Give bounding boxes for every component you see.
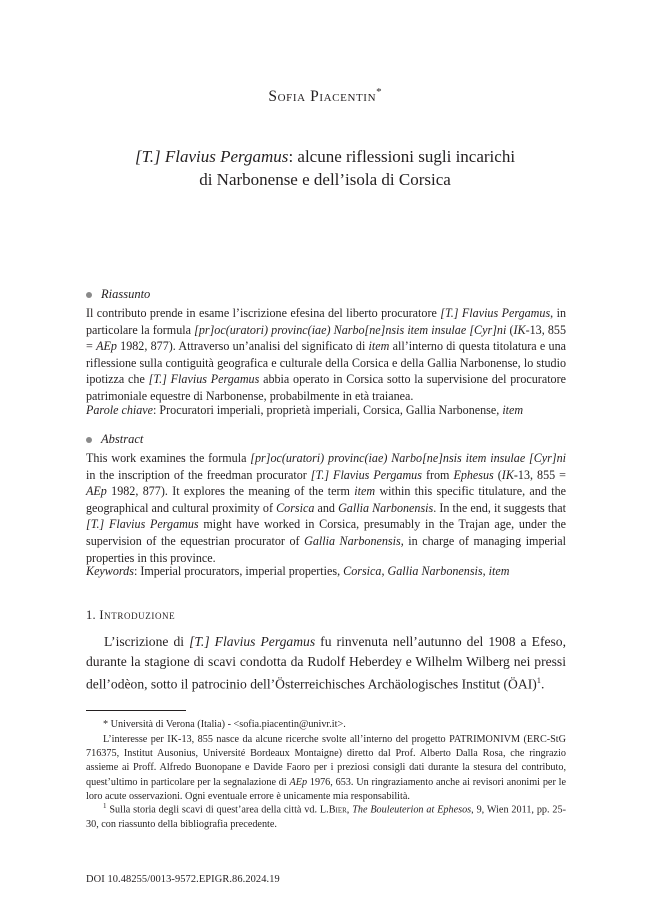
author-footnote-mark: * [376,86,382,98]
article-title: [T.] Flavius Pergamus: alcune riflessioni sugli incarichi di Narbonense e dell’isola di Corsica [134,147,516,189]
keywords: Keywords: Imperial procurators, imperial properties, Corsica, Gallia Narbonensis, item [86,564,510,578]
footnote-ref[interactable]: 1 [536,675,541,686]
doi-line: DOI 10.48255/0013-9572.EPIGR.86.2024.19 [86,874,280,885]
parole-chiave: Parole chiave: Procuratori imperiali, proprietà imperiali, Corsica, Gallia Narbonense, item [86,403,524,417]
abstract-paragraph: This work examines the formula [pr]oc(uratori) provinc(iae) Narbo[ne]nsis item insulae [Cyr]ni in the inscription of the freedman procurator [T.] Flavius Pergamus from Ephesus (IK-13, 855 = AEp 1982, 877). It explores the meaning of the term item within this specific titulature, and the geographical and cultural proximity of Corsica and Gallia Narbonensis. In the end, it suggests that [T.] Flavius Pergamus might have worked in Corsica, presumably in the Trajan age, under the supervision of the equestrian procurator of Gallia Narbonensis, in charge of managing imperial properties in this province. [86,451,566,565]
abstract-heading: Abstract [86,432,143,447]
intro-paragraph: L’iscrizione di [T.] Flavius Pergamus fu rinvenuta nell’autunno del 1908 a Efeso, durante la stagione di scavi condotta da Rudolf Heberdey e Wilhelm Wilberg nei pressi dell’odèon, sotto il patrocinio dell’Österreichisches Archäologisches Institut (ÖAI)$^1$. [86,634,566,692]
footnote-star: * Università di Verona (Italia) - <sofia.piacentin@univr.it>. [103,719,346,730]
author-name: Sofia Piacentin* [268,86,382,105]
footnote-1: $^1$ Sulla storia degli scavi di quest’area della città vd. L.Bier, The Bouleuterion at Ephesos, 9, Wien 2011, pp. 25-30, con riassunto della bibliografia precedente. [86,802,567,830]
section-heading: 1. Introduzione [86,608,176,622]
footnote-acknowledgements: L’interesse per IK-13, 855 nasce da alcune ricerche svolte all’interno del progetto PATRIMONIVM (ERC-StG 716375, Institut Ausonius, Université Bordeaux Montaigne) diretto dal Prof. Alberto Dalla Rosa, che ringrazio assieme ai Proff. Alfredo Buonopane e Davide Faoro per i preziosi consigli dati durante la stesura del contributo, quest’ultimo in particolare per la segnalazione di AEp 1976, 653. Un ringraziamento anche ai revisori anonimi per le loro acute osservazioni. Ogni eventuale errore è unicamente mia responsabilità. [86,734,566,802]
footnote-divider [86,710,186,711]
riassunto-heading: Riassunto [86,287,150,302]
bullet-icon [86,437,92,443]
bullet-icon [86,292,92,298]
riassunto-paragraph: Il contributo prende in esame l’iscrizione efesina del liberto procuratore [T.] Flavius Pergamus, in particolare la formula [pr]oc(uratori) provinc(iae) Narbo[ne]nsis item insulae [Cyr]ni (IK-13, 855 = AEp 1982, 877). Attraverso un’analisi del significato di item all’interno di questa titolatura e una riflessione sulla contiguità geografica e culturale della Corsica e della Gallia Narbonense, lo studio ipotizza che [T.] Flavius Pergamus abbia operato in Corsica sotto la supervisione del procuratore patrimoniale equestre di Narbonense, probabilmente in età traianea. [86,306,566,403]
